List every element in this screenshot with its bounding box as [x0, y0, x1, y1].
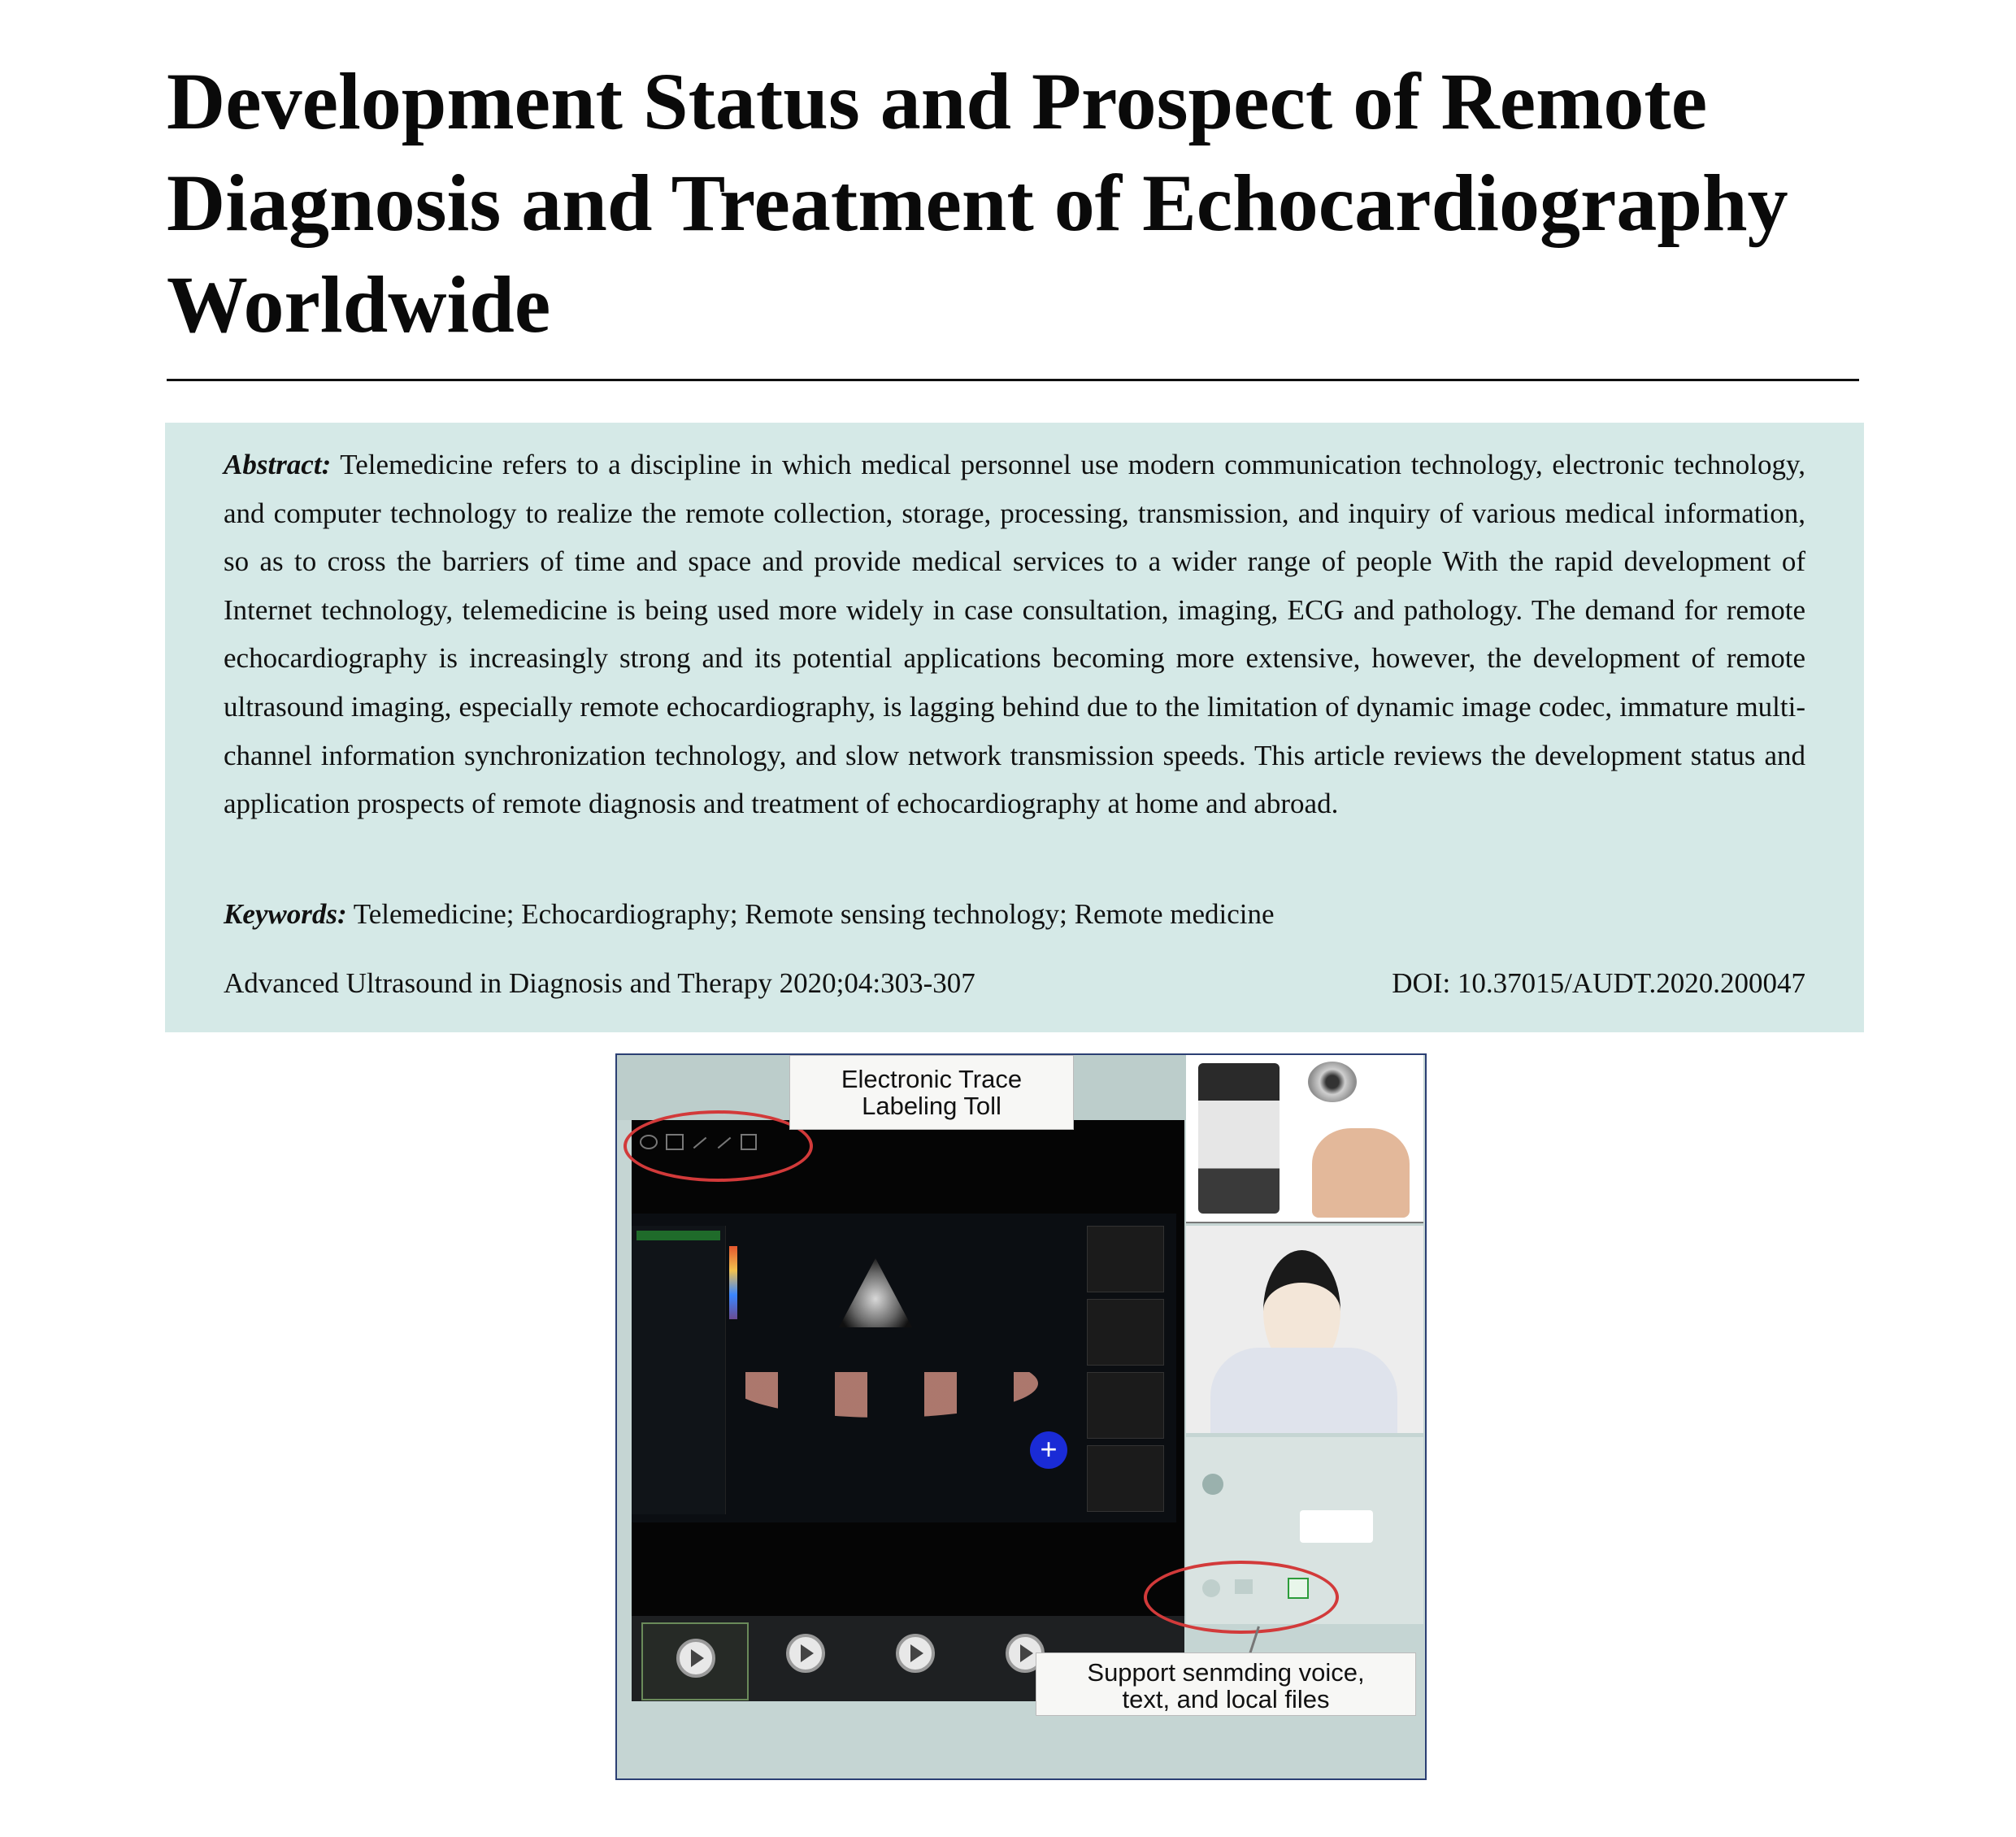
callout-top-line-2: Labeling Toll — [862, 1092, 1001, 1120]
title-line-3: Worldwide — [167, 259, 551, 350]
color-scale-bar — [729, 1246, 737, 1319]
citation-row — [224, 966, 1805, 1001]
callout-chat-support — [1036, 1652, 1416, 1716]
remote-echo-figure — [615, 1053, 1427, 1780]
play-icon[interactable] — [896, 1634, 935, 1673]
play-icon[interactable] — [676, 1639, 715, 1678]
webcam-icon — [1308, 1062, 1357, 1102]
ultrasound-machine-icon — [1198, 1063, 1280, 1214]
callout-bottom-line-1: Support senmding voice, — [1087, 1658, 1365, 1687]
play-icon[interactable] — [786, 1634, 825, 1673]
equipment-photo — [1186, 1055, 1423, 1223]
doppler-waveform — [729, 1372, 1038, 1429]
patient-scan-photo — [1312, 1128, 1410, 1218]
callout-top-line-1: Electronic Trace — [841, 1065, 1023, 1093]
abstract-label: Abstract: — [224, 449, 332, 480]
doi: DOI: 10.37015/AUDT.2020.200047 — [1392, 967, 1805, 999]
title-divider — [167, 379, 1859, 381]
paper-title — [167, 50, 1874, 355]
ultrasound-viewer — [632, 1120, 1184, 1665]
chat-tools-highlight-ellipse — [1144, 1561, 1339, 1634]
scan-screen — [632, 1214, 1176, 1522]
toolbar-highlight-ellipse — [623, 1110, 813, 1182]
journal-citation: Advanced Ultrasound in Diagnosis and Therapy 2020;04:303-307 — [224, 967, 975, 999]
add-annotation-button[interactable]: + — [1030, 1431, 1067, 1469]
chat-message-bubble — [1300, 1510, 1373, 1543]
abstract-panel — [165, 423, 1864, 1032]
callout-annotation-tool — [789, 1055, 1074, 1130]
thumbnail-column — [1087, 1226, 1164, 1510]
abstract-paragraph — [224, 441, 1805, 828]
keywords-paragraph — [224, 897, 1805, 932]
doctor-video-panel — [1186, 1226, 1423, 1433]
title-line-1: Development Status and Prospect of Remote — [167, 56, 1708, 146]
doctor-coat — [1210, 1348, 1397, 1433]
keywords-label: Keywords: — [224, 898, 347, 930]
callout-bottom-line-2: text, and local files — [1122, 1685, 1330, 1713]
abstract-body: Telemedicine refers to a discipline in which medical personnel use modern communication technology, electronic technology, and computer technology to realize the remote collection, storage, processing, transmission, and inquiry of various medical information, so as to cross the barriers of time and space and provide medical services to a wider range of people With the rapid development of Internet technology, telemedicine is being used more widely in case consultation, imaging, ECG and pathology. The demand for remote echocardiography is increasingly strong and its potential applications becoming more extensive, however, the development of remote ultrasound imaging, especially remote echocardiography, is lagging behind due to the limitation of dynamic image codec, immature multi-channel information synchronization technology, and slow network transmission speeds. This article reviews the development status and application prospects of remote diagnosis and treatment of echocardiography at home and abroad. — [224, 449, 1805, 820]
chat-avatar-icon — [1202, 1474, 1223, 1495]
keywords-body: Telemedicine; Echocardiography; Remote sensing technology; Remote medicine — [353, 898, 1275, 930]
scan-sidebar — [632, 1226, 726, 1514]
heart-image — [839, 1258, 912, 1340]
title-line-2: Diagnosis and Treatment of Echocardiography — [167, 158, 1788, 248]
